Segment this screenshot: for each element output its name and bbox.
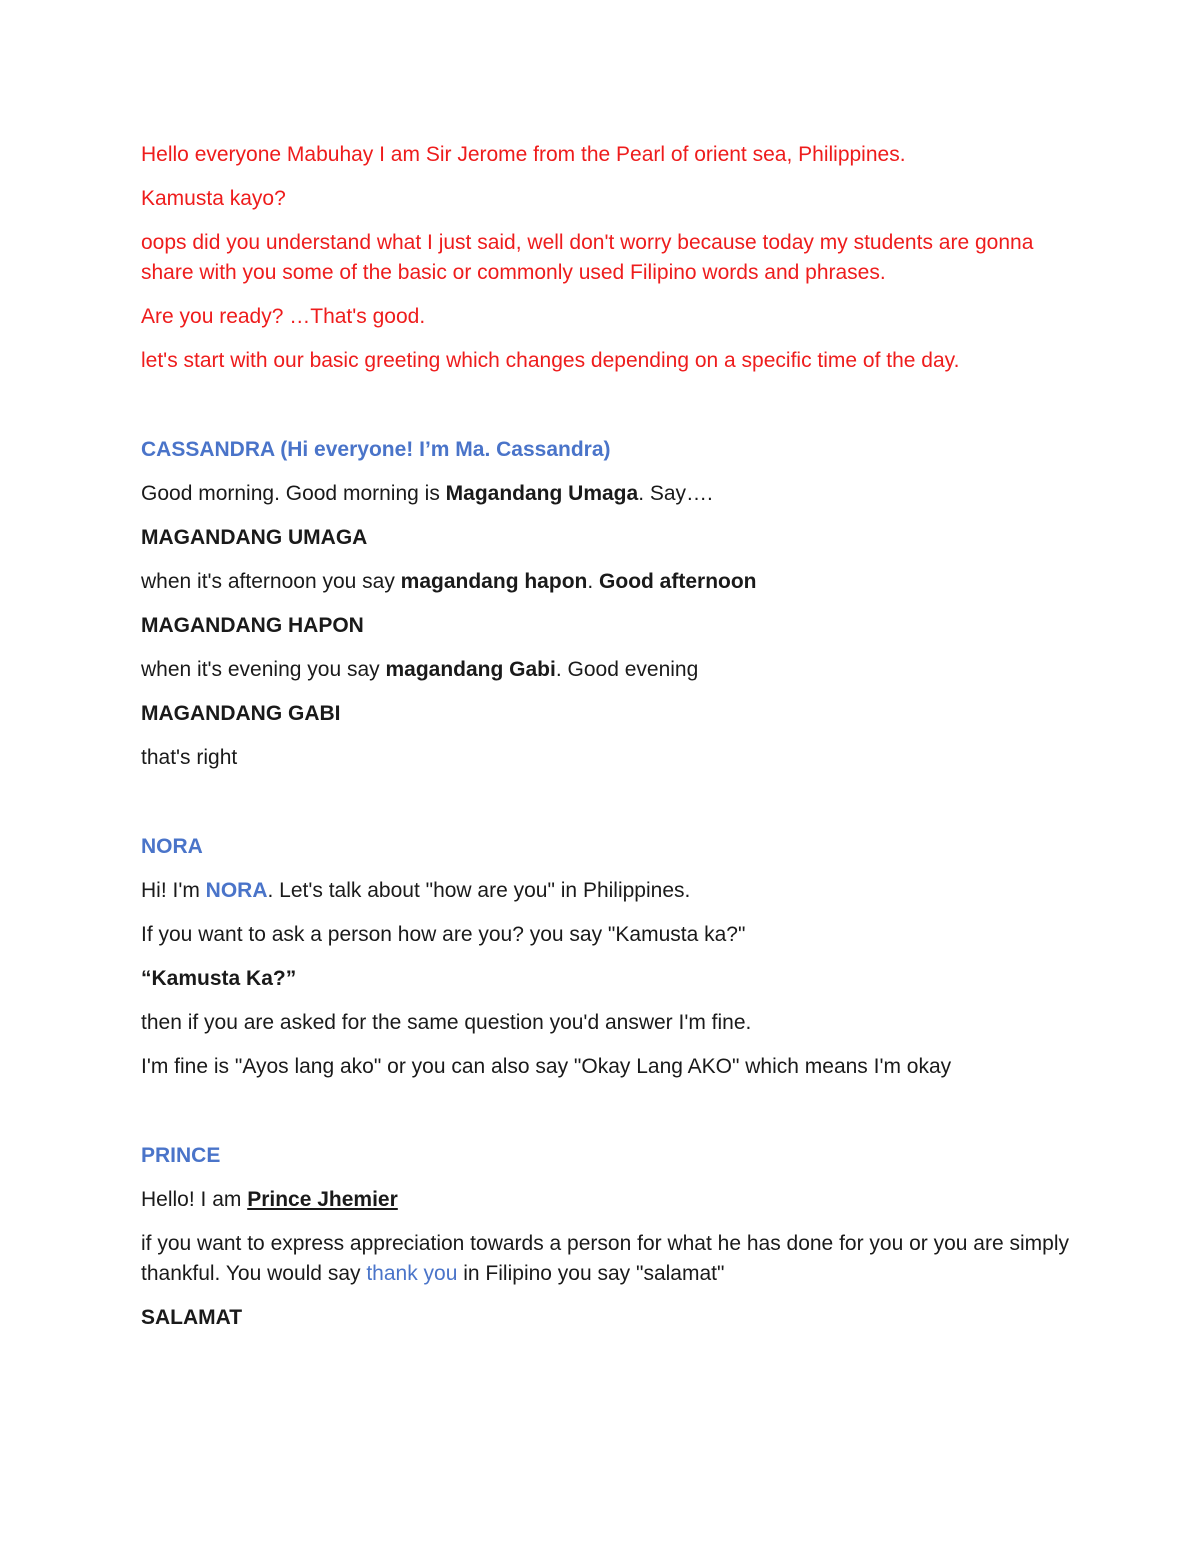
nora-answer: then if you are asked for the same question you'd answer I'm fine. (141, 1011, 752, 1034)
text-run: Good morning. Good morning is (141, 482, 446, 505)
prince-name: Prince Jhemier (247, 1188, 398, 1211)
cassandra-line-afternoon (141, 567, 1071, 597)
text-run: . (587, 570, 600, 593)
nora-intro (141, 876, 1071, 906)
intro-greeting: Hello everyone Mabuhay I am Sir Jerome from the Pearl of orient sea, Philippines. (141, 143, 906, 166)
bold-phrase: Magandang Umaga (445, 482, 639, 505)
text-run: when it's afternoon you say (141, 570, 401, 593)
cassandra-heading: CASSANDRA (Hi everyone! I’m Ma. Cassandra) (141, 438, 611, 461)
intro-ready: Are you ready? …That's good. (141, 305, 426, 328)
cassandra-closing: that's right (141, 746, 238, 769)
text-run: in Filipino you say "salamat" (457, 1262, 725, 1285)
text-run: Hi! I'm (141, 879, 206, 902)
nora-ask: If you want to ask a person how are you? you say "Kamusta ka?" (141, 923, 746, 946)
text-run: if you want to express appreciation towards a person for what he has done for you or you are simply thankful. You would say (141, 1232, 1069, 1285)
word-salamat: SALAMAT (141, 1306, 243, 1329)
intro-question: Kamusta kayo? (141, 187, 286, 210)
prince-heading: PRINCE (141, 1144, 221, 1167)
thank-you-phrase: thank you (366, 1262, 458, 1285)
prince-intro (141, 1185, 1071, 1215)
prince-explanation (141, 1229, 1071, 1289)
text-run: . Say…. (638, 482, 713, 505)
intro-explanation: oops did you understand what I just said, well don't worry because today my students are gonna share with you some of the basic or commonly used Filipino words and phrases. (141, 231, 1034, 284)
phrase-kamusta-ka: “Kamusta Ka?” (141, 967, 297, 990)
cassandra-line-morning (141, 479, 1071, 509)
intro-start: let's start with our basic greeting which changes depending on a specific time of the day. (141, 349, 960, 372)
nora-heading: NORA (141, 835, 203, 858)
bold-phrase: Good afternoon (599, 570, 757, 593)
text-run: when it's evening you say (141, 658, 386, 681)
text-run: . Let's talk about "how are you" in Philippines. (267, 879, 691, 902)
bold-phrase: magandang hapon (400, 570, 588, 593)
word-magandang-gabi: MAGANDANG GABI (141, 702, 341, 725)
text-run: . Good evening (555, 658, 699, 681)
cassandra-line-evening (141, 655, 1071, 685)
word-magandang-hapon: MAGANDANG HAPON (141, 614, 364, 637)
text-run: Hello! I am (141, 1188, 248, 1211)
document-page (141, 140, 1071, 1333)
word-magandang-umaga: MAGANDANG UMAGA (141, 526, 368, 549)
nora-fine: I'm fine is "Ayos lang ako" or you can also say "Okay Lang AKO" which means I'm okay (141, 1055, 952, 1078)
nora-name: NORA (205, 879, 268, 902)
bold-phrase: magandang Gabi (385, 658, 556, 681)
